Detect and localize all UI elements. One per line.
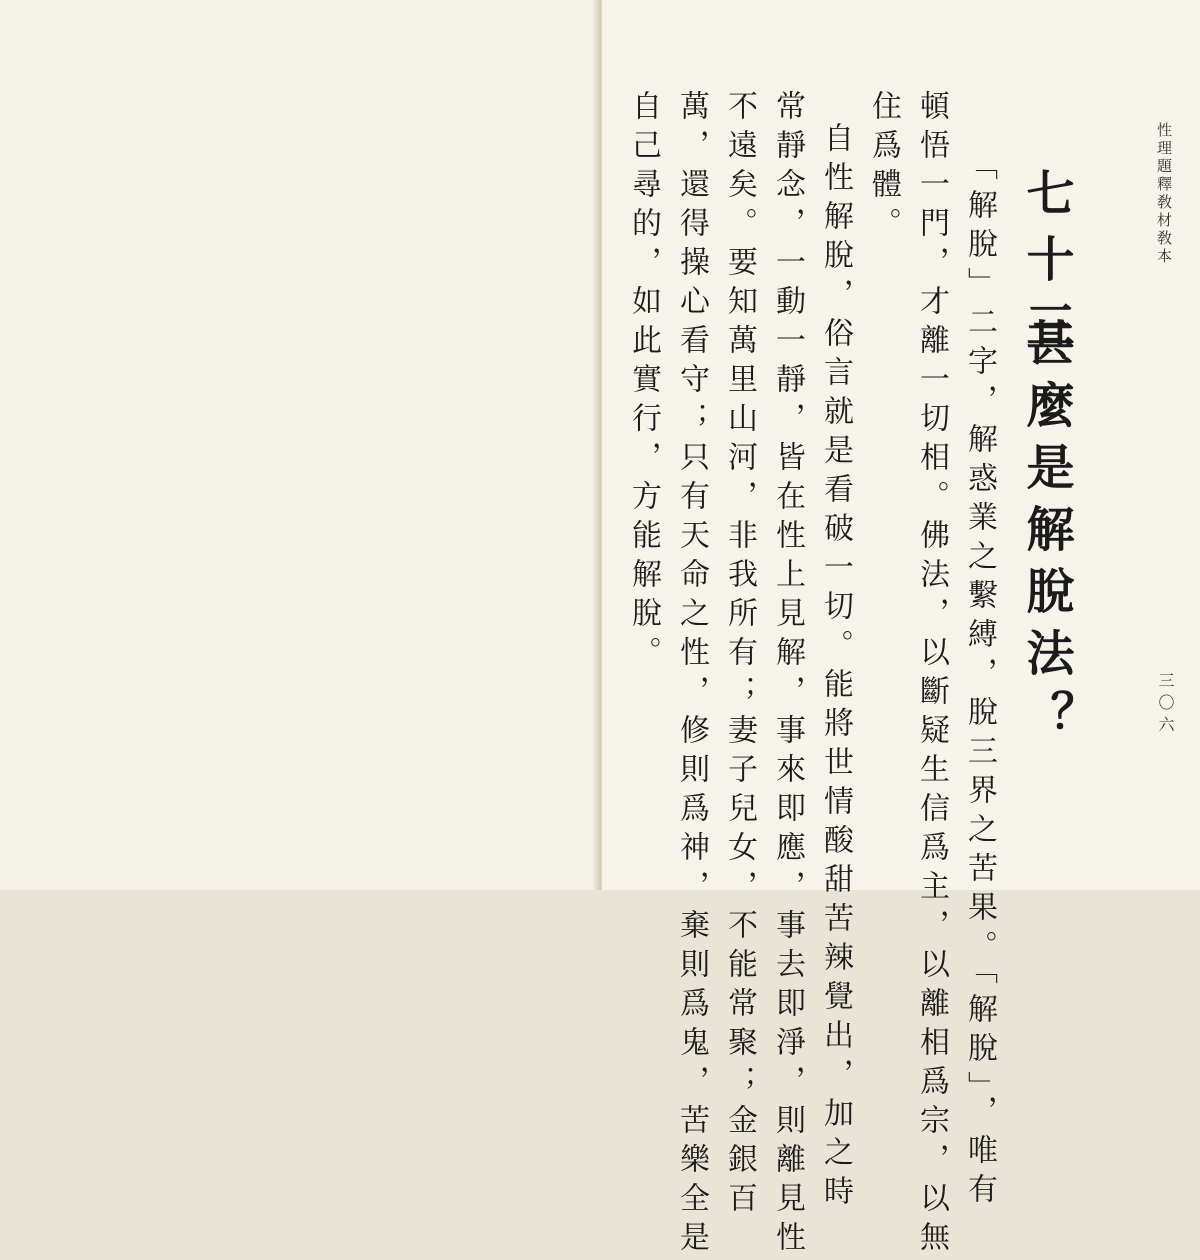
body-line: 自性解脫，俗言就是看破一切。能將世情酸甜苦辣覺出，加之時 xyxy=(818,122,853,1214)
body-line: 「解脫」二字，解惑業之繫縛，脫三界之苦果。「解脫」，唯有 xyxy=(962,150,997,1212)
left-page xyxy=(0,0,598,890)
running-header: 性理題釋敎材敎本 xyxy=(1155,122,1173,266)
body-line: 自己尋的，如此實行，方能解脫。 xyxy=(626,90,661,675)
body-line: 萬，還得操心看守；只有天命之性，修則爲神，棄則爲鬼，苦樂全是 xyxy=(674,90,709,1260)
chapter-number: 七十三 xyxy=(1018,168,1074,366)
right-page xyxy=(602,0,1200,1260)
body-line: 常靜念，一動一靜，皆在性上見解，事來即應，事去即淨，則離見性 xyxy=(770,90,805,1260)
chapter-title: 甚麼是解脫法？ xyxy=(1018,318,1074,752)
page-number: 三〇六 xyxy=(1156,672,1175,738)
body-line: 住爲體。 xyxy=(866,90,901,246)
body-line: 不遠矣。要知萬里山河，非我所有；妻子兒女，不能常聚；金銀百 xyxy=(722,90,757,1221)
body-line: 頓悟一門，才離一切相。佛法，以斷疑生信爲主，以離相爲宗，以無 xyxy=(914,90,949,1260)
